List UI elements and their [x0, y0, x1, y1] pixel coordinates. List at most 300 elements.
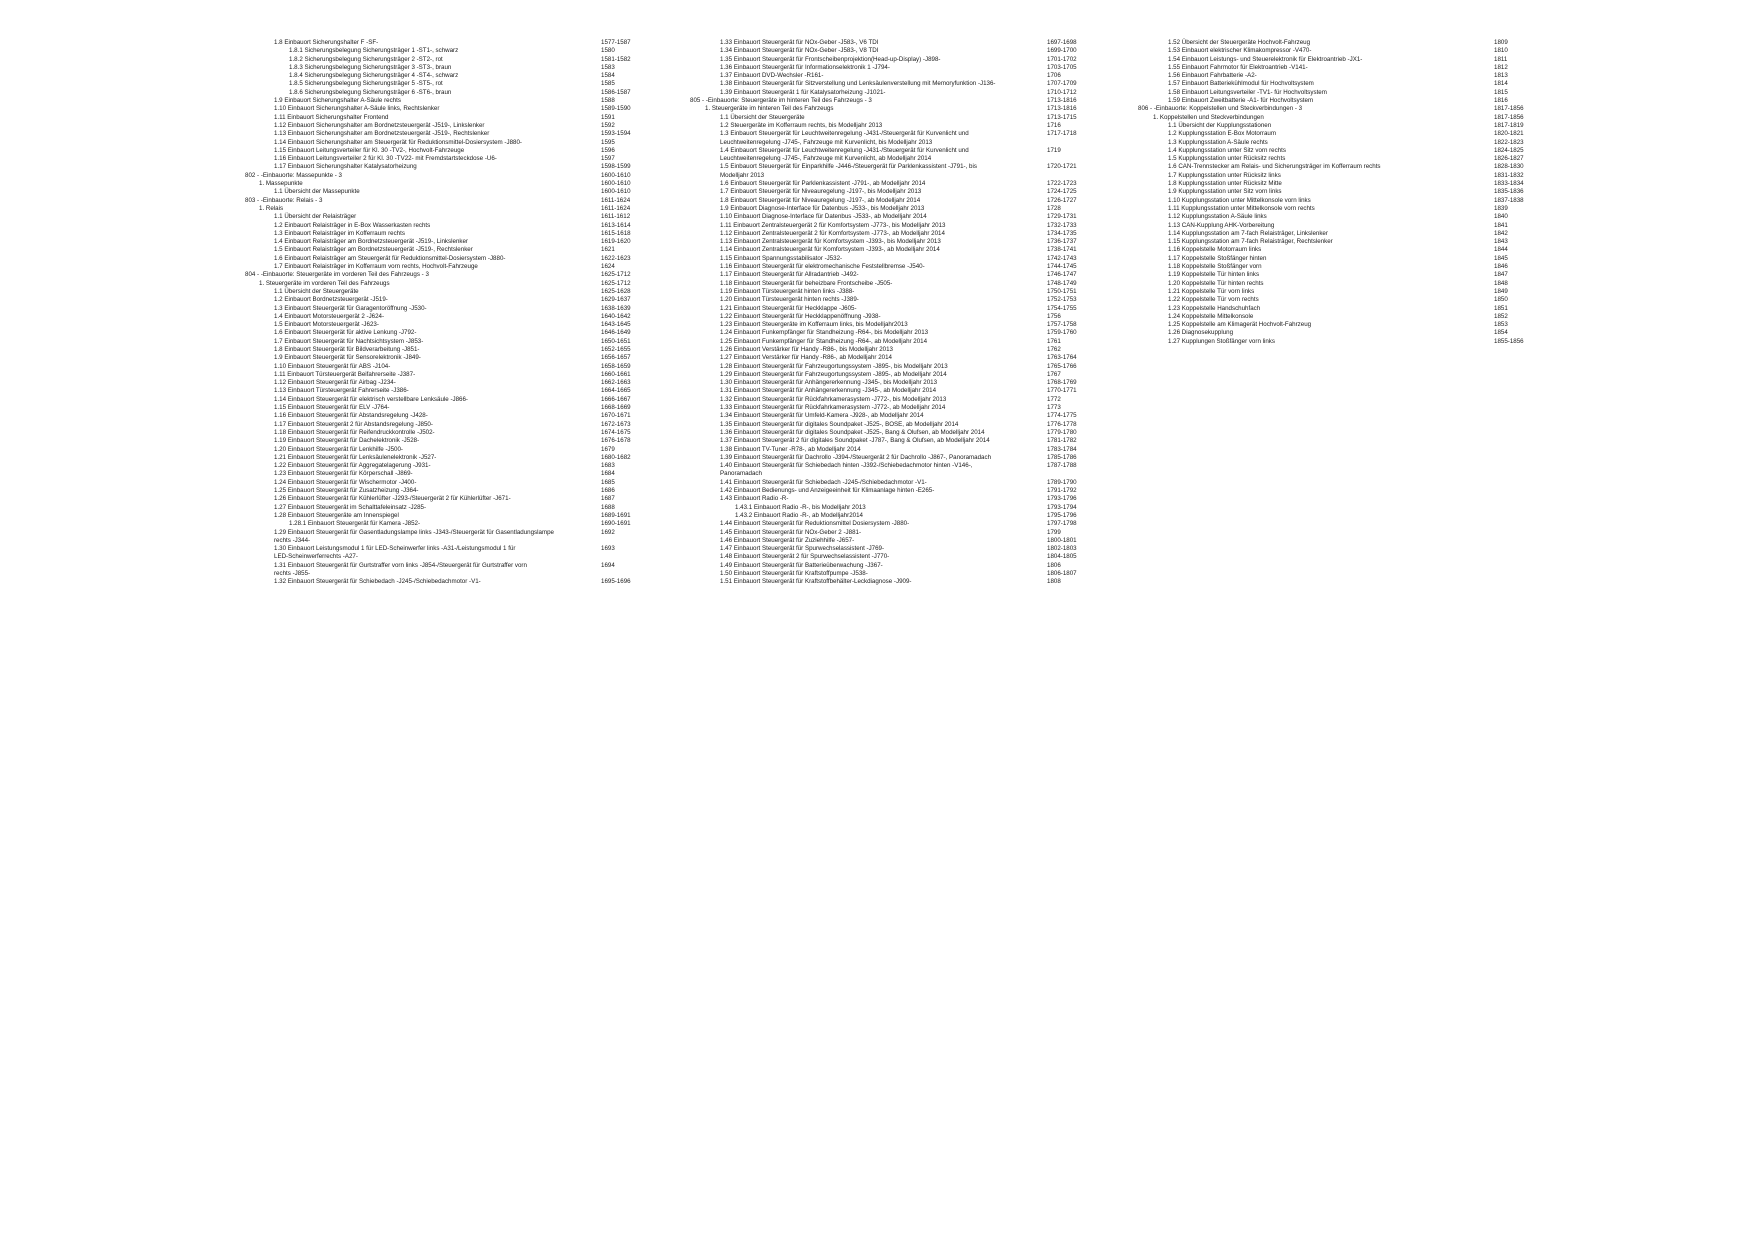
toc-entry-pages: 1842	[1494, 229, 1508, 237]
toc-entry-pages: 1817-1819	[1494, 121, 1524, 129]
toc-entry-title: 1.6 Einbauort Relaisträger am Steuergerät für Reduktionsmittel-Dosiersystem -J880-	[274, 254, 506, 262]
toc-entry-title: 1.39 Einbauort Steuergerät für Dachrollo -J394-/Steuergerät 2 für Dachrollo -J867-, Panoramadach	[720, 453, 992, 461]
toc-entry-title: 1.26 Einbauort Steuergerät für Kühlerlüfter -J293-/Steuergerät 2 für Kühlerlüfter -J671-	[274, 495, 511, 503]
toc-entry-title: 1.57 Einbauort Batteriekühlmodul für Hochvoltsystem	[1168, 80, 1314, 88]
toc-entry-title: 1.21 Koppelstelle Tür vorn links	[1168, 287, 1255, 295]
toc-entry-title: 803 - -Einbauorte: Relais - 3	[245, 196, 323, 204]
toc-entry-pages: 1692	[601, 528, 615, 536]
toc-entry-title: 1.16 Einbauort Steuergerät für Abstandsregelung -J428-	[274, 412, 428, 420]
toc-entry-title: 1.3 Einbauort Relaisträger im Kofferraum rechts	[274, 229, 405, 237]
toc-entry-pages: 1854	[1494, 329, 1508, 337]
toc-entry-title: 1.6 Einbauort Steuergerät für aktive Lenkung -J792-	[274, 329, 417, 337]
toc-entry-pages: 1652-1655	[601, 345, 631, 353]
toc-entry-pages: 1852	[1494, 312, 1508, 320]
toc-entry-pages: 1707-1709	[1047, 80, 1077, 88]
toc-entry-title: 1.34 Einbauort Steuergerät für NOx-Geber -J583-, V8 TDI	[720, 47, 879, 55]
toc-entry-pages: 1855-1856	[1494, 337, 1524, 345]
toc-entry-title: 1.23 Koppelstelle Handschuhfach	[1168, 304, 1261, 312]
toc-entry-title: 1.5 Einbauort Steuergerät für Einparkhilfe -J446-/Steuergerät für Parklenkassistent -J791-, bis	[720, 163, 977, 171]
toc-entry-title: Modelljahr 2013	[720, 171, 765, 179]
toc-entry-title: 1.8.1 Sicherungsbelegung Sicherungsträger 1 -ST1-, schwarz	[289, 47, 459, 55]
toc-entry-title: 1.13 Einbauort Sicherungshalter am Bordnetzsteuergerät -J519-, Rechtslenker	[274, 130, 490, 138]
toc-entry-pages: 1759-1760	[1047, 329, 1077, 337]
toc-entry-pages: 1584	[601, 72, 615, 80]
toc-entry-pages: 1816	[1494, 97, 1508, 105]
toc-entry-title: 1.1 Übersicht der Kupplungsstationen	[1168, 121, 1272, 129]
toc-entry-pages: 1589-1590	[601, 105, 631, 113]
toc-entry-pages: 1713-1816	[1047, 97, 1077, 105]
toc-entry-pages: 1820-1821	[1494, 130, 1524, 138]
toc-entry-title: 805 - -Einbauorte: Steuergeräte im hinteren Teil des Fahrzeugs - 3	[690, 97, 872, 105]
toc-entry-title: 1.15 Kupplungsstation am 7-fach Relaisträger, Rechtslenker	[1168, 238, 1333, 246]
toc-entry-title: 1.9 Einbauort Steuergerät für Sensorelektronik -J849-	[274, 354, 421, 362]
toc-entry-title: 1.8 Einbauort Steuergerät für Niveauregelung -J197-, ab Modelljahr 2014	[720, 196, 921, 204]
toc-entry-pages: 1812	[1494, 63, 1508, 71]
toc-entry-title: 1. Relais	[259, 204, 284, 212]
toc-entry-title: 1.26 Diagnosekupplung	[1168, 329, 1234, 337]
toc-entry-pages: 1785-1786	[1047, 453, 1077, 461]
toc-entry-pages: 1699-1700	[1047, 47, 1077, 55]
toc-entry-pages: 1670-1671	[601, 412, 631, 420]
toc-entry-pages: 1781-1782	[1047, 437, 1077, 445]
toc-entry-pages: 1600-1610	[601, 171, 631, 179]
toc-entry-title: 1.5 Kupplungsstation unter Rücksitz rechts	[1168, 155, 1286, 163]
toc-entry-title: 1.3 Einbauort Steuergerät für Leuchtweitenregelung -J431-/Steuergerät für Kurvenlicht und	[720, 130, 969, 138]
toc-entry-pages: 1595	[601, 138, 615, 146]
toc-entry-title: 1.42 Einbauort Bedienungs- und Anzeigeeinheit für Klimaanlage hinten -E265-	[720, 487, 935, 495]
toc-entry-pages: 1768-1769	[1047, 379, 1077, 387]
toc-entry-pages: 1840	[1494, 213, 1508, 221]
toc-entry-title: 1.8 Einbauort Sicherungshalter F -SF-	[274, 39, 379, 46]
toc-entry-title: 1.55 Einbauort Fahrmotor für Elektroantrieb -V141-	[1168, 63, 1308, 71]
toc-entry-title: 1.10 Einbauort Diagnose-Interface für Datenbus -J533-, ab Modelljahr 2014	[720, 213, 927, 221]
toc-entry-title: 1.12 Einbauort Zentralsteuergerät 2 für Komfortsystem -J773-, ab Modelljahr 2014	[720, 229, 945, 237]
toc-entry-title: 1.32 Einbauort Steuergerät für Rückfahrkamerasystem -J772-, bis Modelljahr 2013	[720, 395, 947, 403]
toc-entry-title: 1.35 Einbauort Steuergerät für Frontscheibenprojektion(Head-up-Display) -J898-	[720, 55, 941, 63]
toc-entry-pages: 1806-1807	[1047, 570, 1077, 577]
toc-entry-pages: 1802-1803	[1047, 545, 1077, 553]
toc-entry-pages: 1845	[1494, 254, 1508, 262]
toc-entry-pages: 1625-1628	[601, 287, 631, 295]
toc-entry-pages: 1839	[1494, 204, 1508, 212]
toc-entry-pages: 1689-1691	[601, 511, 631, 519]
toc-entry-pages: 1729-1731	[1047, 213, 1077, 221]
toc-entry-title: 1.5 Einbauort Relaisträger am Bordnetzsteuergerät -J519-, Rechtslenker	[274, 246, 473, 254]
toc-entry-title: 1.38 Einbauort TV-Tuner -R78-, ab Modelljahr 2014	[720, 445, 861, 453]
toc-entry-title: 1.39 Einbauort Steuergerät 1 für Katalysatorheizung -J1021-	[720, 88, 886, 96]
toc-entry-title: 1.2 Einbauort Bordnetzsteuergerät -J519-	[274, 296, 388, 304]
toc-entry-pages: 1683	[601, 462, 615, 470]
toc-entry-pages: 1629-1637	[601, 296, 631, 304]
toc-entry-pages: 1611-1612	[601, 213, 631, 221]
toc-entry-pages: 1710-1712	[1047, 88, 1077, 96]
toc-entry-pages: 1746-1747	[1047, 271, 1077, 279]
toc-entry-title: rechts -J855-	[274, 570, 311, 577]
toc-entry-pages: 1738-1741	[1047, 246, 1077, 254]
toc-entry-pages: 1791-1792	[1047, 487, 1077, 495]
toc-entry-title: 1.7 Einbauort Steuergerät für Nachtsichtsystem -J853-	[274, 337, 424, 345]
toc-entry-pages: 1716	[1047, 121, 1061, 129]
toc-entry-title: 1.47 Einbauort Steuergerät für Spurwechselassistent -J769-	[720, 545, 885, 553]
toc-entry-title: 806 - -Einbauorte: Koppelstellen und Steckverbindungen - 3	[1138, 105, 1303, 113]
toc-entry-title: 1.11 Einbauort Zentralsteuergerät 2 für Komfortsystem -J773-, bis Modelljahr 2013	[720, 221, 946, 229]
toc-entry-pages: 1797-1798	[1047, 520, 1077, 528]
toc-entry-pages: 1717-1718	[1047, 130, 1077, 138]
toc-entry-pages: 1624	[601, 263, 615, 271]
toc-entry-pages: 1808	[1047, 578, 1061, 586]
toc-entry-pages: 1732-1733	[1047, 221, 1077, 229]
toc-entry-title: 1.27 Einbauort Verstärker für Handy -R86-, ab Modelljahr 2014	[720, 354, 892, 362]
toc-entry-pages: 1806	[1047, 561, 1061, 569]
toc-entry-title: 1.35 Einbauort Steuergerät für digitales Soundpaket -J525-, BOSE, ab Modelljahr 2014	[720, 420, 959, 428]
toc-entry-title: 1.28 Einbauort Steuergeräte am Innenspiegel	[274, 511, 399, 519]
toc-entry-title: 1. Steuergeräte im vorderen Teil des Fahrzeugs	[259, 279, 390, 287]
toc-entry-pages: 1754-1755	[1047, 304, 1077, 312]
toc-entry-pages: 1713-1715	[1047, 113, 1077, 121]
toc-entry-title: 1.12 Einbauort Steuergerät für Airbag -J234-	[274, 379, 396, 387]
toc-entry-title: 1.28 Einbauort Steuergerät für Fahrzeugortungssystem -J895-, bis Modelljahr 2013	[720, 362, 948, 370]
toc-entry-title: 1.3 Einbauort Steuergerät für Garagentoröffnung -J530-	[274, 304, 427, 312]
toc-entry-pages: 1774-1775	[1047, 412, 1077, 420]
toc-entry-pages: 1848	[1494, 279, 1508, 287]
toc-entry-pages: 1853	[1494, 321, 1508, 329]
toc-entry-title: 1.27 Einbauort Steuergerät im Schalttafeleinsatz -J285-	[274, 503, 427, 511]
toc-entry-pages: 1776-1778	[1047, 420, 1077, 428]
toc-entry-title: 1.16 Einbauort Leitungsverteiler 2 für Kl. 30 -TV22- mit Fremdstartsteckdose -U6-	[274, 155, 497, 163]
toc-entry-title: 1.17 Einbauort Steuergerät 2 für Abstandsregelung -J850-	[274, 420, 433, 428]
toc-entry-title: 1.4 Kupplungsstation unter Sitz vorn rechts	[1168, 146, 1286, 154]
toc-entry-pages: 1680-1682	[601, 453, 631, 461]
toc-entry-title: 1.17 Koppelstelle Stoßfänger hinten	[1168, 254, 1267, 262]
toc-entry-title: 1.40 Einbauort Steuergerät für Schiebedach hinten -J392-/Schiebedachmotor hinten -V146-,	[720, 462, 973, 470]
toc-entry-pages: 1847	[1494, 271, 1508, 279]
toc-entry-title: 1.1 Übersicht der Relaisträger	[274, 213, 357, 221]
toc-entry-pages: 1581-1582	[601, 55, 631, 63]
toc-entry-title: 1.2 Kupplungsstation E-Box Motorraum	[1168, 130, 1276, 138]
toc-entry-title: 1.32 Einbauort Steuergerät für Schiebedach -J245-/Schiebedachmotor -V1-	[274, 578, 481, 586]
toc-entry-pages: 1592	[601, 121, 615, 129]
toc-entry-title: 1.22 Einbauort Steuergerät für Aggregatelagerung -J931-	[274, 462, 431, 470]
toc-entry-pages: 1757-1758	[1047, 321, 1077, 329]
toc-entry-pages: 1799	[1047, 528, 1061, 536]
toc-entry-pages: 1804-1805	[1047, 553, 1077, 561]
toc-entry-title: 1.51 Einbauort Steuergerät für Kraftstoffbehälter-Leckdiagnose -J909-	[720, 578, 912, 586]
toc-entry-title: 1.13 Einbauort Türsteuergerät Fahrerseite -J386-	[274, 387, 409, 395]
toc-entry-title: 1.24 Einbauort Steuergerät für Wischermotor -J400-	[274, 478, 417, 486]
toc-entry-title: 1.27 Kupplungen Stoßfänger vorn links	[1168, 337, 1275, 345]
toc-entry-pages: 1656-1657	[601, 354, 631, 362]
toc-entry-pages: 1828-1830	[1494, 163, 1524, 171]
toc-entry-title: 1.25 Einbauort Funkempfänger für Standheizung -R64-, ab Modelljahr 2014	[720, 337, 928, 345]
toc-entry-title: 1.10 Kupplungsstation unter Mittelkonsole vorn links	[1168, 196, 1311, 204]
toc-entry-pages: 1580	[601, 47, 615, 55]
toc-entry-title: 1.14 Einbauort Sicherungshalter am Steuergerät für Reduktionsmittel-Dosiersystem -J880-	[274, 138, 522, 146]
toc-entry-title: 1.43 Einbauort Radio -R-	[720, 495, 789, 503]
toc-entry-pages: 1824-1825	[1494, 146, 1524, 154]
toc-entry-title: 1.34 Einbauort Steuergerät für Umfeld-Kamera -J928-, ab Modelljahr 2014	[720, 412, 924, 420]
toc-entry-pages: 1787-1788	[1047, 462, 1077, 470]
toc-entry-title: 1.15 Einbauort Steuergerät für ELV -J764-	[274, 404, 390, 412]
toc-entry-pages: 1687	[601, 495, 615, 503]
toc-entry-title: LED-Scheinwerferrechts -A27-	[274, 553, 358, 561]
toc-entry-title: 1.1 Übersicht der Steuergeräte	[720, 113, 805, 121]
toc-entry-title: 1.4 Einbauort Relaisträger am Bordnetzsteuergerät -J519-, Linkslenker	[274, 238, 468, 246]
toc-entry-pages: 1720-1721	[1047, 163, 1077, 171]
toc-entry-pages: 1814	[1494, 80, 1508, 88]
toc-entry-pages: 1767	[1047, 370, 1061, 378]
toc-entry-pages: 1813	[1494, 72, 1508, 80]
toc-entry-pages: 1703-1705	[1047, 63, 1077, 71]
toc-entry-pages: 1658-1659	[601, 362, 631, 370]
toc-entry-title: 802 - -Einbauorte: Massepunkte - 3	[245, 171, 342, 179]
toc-entry-pages: 1835-1836	[1494, 188, 1524, 196]
toc-entry-pages: 1772	[1047, 395, 1061, 403]
toc-entry-pages: 1640-1642	[601, 312, 631, 320]
toc-entry-pages: 1646-1649	[601, 329, 631, 337]
toc-entry-title: 1.26 Einbauort Verstärker für Handy -R86-, bis Modelljahr 2013	[720, 345, 893, 353]
toc-entry-pages: 1833-1834	[1494, 180, 1524, 188]
toc-entry-title: 1.2 Einbauort Relaisträger in E-Box Wasserkasten rechts	[274, 221, 431, 229]
toc-entry-pages: 1734-1735	[1047, 229, 1077, 237]
toc-entry-title: Panoramadach	[720, 470, 762, 478]
toc-entry-title: 1.13 CAN-Kupplung AHK-Vorbereitung	[1168, 221, 1275, 229]
toc-entry-title: 1.48 Einbauort Steuergerät 2 für Spurwechselassistent -J770-	[720, 553, 890, 561]
toc-entry-pages: 1843	[1494, 238, 1508, 246]
toc-entry-pages: 1583	[601, 63, 615, 71]
toc-entry-pages: 1831-1832	[1494, 171, 1524, 179]
toc-entry-title: 1.54 Einbauort Leistungs- und Steuerelektronik für Elektroantrieb -JX1-	[1168, 55, 1363, 63]
toc-entry-pages: 1684	[601, 470, 615, 478]
toc-entry-title: 1.15 Einbauort Leitungsverteiler für Kl. 30 -TV2-, Hochvolt-Fahrzeuge	[274, 146, 465, 154]
toc-entry-title: 1.41 Einbauort Steuergerät für Schiebedach -J245-/Schiebedachmotor -V1-	[720, 478, 927, 486]
toc-entry-pages: 1685	[601, 478, 615, 486]
toc-entry-title: 1.33 Einbauort Steuergerät für Rückfahrkamerasystem -J772-, ab Modelljahr 2014	[720, 404, 946, 412]
toc-entry-title: 1.25 Koppelstelle am Klimagerät Hochvolt-Fahrzeug	[1168, 321, 1312, 329]
toc-entry-title: 1.17 Einbauort Steuergerät für Allradantrieb -J492-	[720, 271, 859, 279]
toc-entry-title: 1.4 Einbauort Motorsteuergerät 2 -J624-	[274, 312, 385, 320]
toc-entry-title: 1.7 Einbauort Steuergerät für Niveauregelung -J197-, bis Modelljahr 2013	[720, 188, 922, 196]
toc-entry-pages: 1837-1838	[1494, 196, 1524, 204]
toc-entry-pages: 1849	[1494, 287, 1508, 295]
toc-entry-title: 1.14 Einbauort Zentralsteuergerät für Komfortsystem -J393-, ab Modelljahr 2014	[720, 246, 940, 254]
toc-entry-title: 1.9 Einbauort Sicherungshalter A-Säule rechts	[274, 97, 401, 105]
toc-entry-pages: 1817-1856	[1494, 105, 1524, 113]
toc-entry-pages: 1800-1801	[1047, 536, 1077, 544]
toc-entry-pages: 1588	[601, 97, 615, 105]
toc-entry-title: 1.8.4 Sicherungsbelegung Sicherungsträger 4 -ST4-, schwarz	[289, 72, 459, 80]
toc-entry-pages: 1744-1745	[1047, 263, 1077, 271]
toc-entry-title: 1.21 Einbauort Steuergerät für Heckklappe -J605-	[720, 304, 857, 312]
toc-entry-pages: 1736-1737	[1047, 238, 1077, 246]
toc-entry-pages: 1660-1661	[601, 370, 631, 378]
toc-entry-pages: 1668-1669	[601, 404, 631, 412]
toc-entry-title: 1.16 Einbauort Steuergerät für elektromechanische Feststellbremse -J540-	[720, 263, 925, 271]
toc-entry-pages: 1779-1780	[1047, 428, 1077, 436]
toc-entry-pages: 1694	[601, 561, 615, 569]
toc-entry-title: 1.19 Einbauort Steuergerät für Dachelektronik -J528-	[274, 437, 420, 445]
toc-entry-pages: 1761	[1047, 337, 1061, 345]
toc-entry-title: 1.1 Übersicht der Massepunkte	[274, 188, 360, 196]
toc-entry-title: 1.17 Einbauort Sicherungshalter Katalysatorheizung	[274, 163, 417, 171]
toc-entry-pages: 1662-1663	[601, 379, 631, 387]
toc-entry-pages: 1748-1749	[1047, 279, 1077, 287]
toc-entry-pages: 1841	[1494, 221, 1508, 229]
toc-entry-title: 1. Steuergeräte im hinteren Teil des Fahrzeugs	[705, 105, 834, 113]
toc-entry-title: 1.2 Steuergeräte im Kofferraum rechts, bis Modelljahr 2013	[720, 121, 883, 129]
toc-entry-title: 1.11 Kupplungsstation unter Mittelkonsole vorn rechts	[1168, 204, 1315, 212]
toc-entry-title: 1.7 Kupplungsstation unter Rücksitz links	[1168, 171, 1281, 179]
toc-entry-pages: 1611-1624	[601, 204, 631, 212]
toc-entry-pages: 1844	[1494, 246, 1508, 254]
toc-entry-title: 1.49 Einbauort Steuergerät für Batterieüberwachung -J367-	[720, 561, 883, 569]
toc-entry-title: 1.8 Einbauort Steuergerät für Bildverarbeitung -J851-	[274, 345, 420, 353]
toc-entry-title: 1.23 Einbauort Steuergeräte im Kofferraum links, bis Modelljahr2013	[720, 321, 908, 329]
toc-entry-title: 1.56 Einbauort Fahrbatterie -A2-	[1168, 72, 1257, 80]
toc-entry-title: 1.25 Einbauort Steuergerät für Zusatzheizung -J364-	[274, 487, 419, 495]
toc-entry-pages: 1650-1651	[601, 337, 631, 345]
toc-entry-title: 1.16 Koppelstelle Motorraum links	[1168, 246, 1262, 254]
toc-entry-title: 1.14 Kupplungsstation am 7-fach Relaisträger, Linkslenker	[1168, 229, 1328, 237]
toc-entry-pages: 1811	[1494, 55, 1508, 63]
toc-entry-title: 1.9 Einbauort Diagnose-Interface für Datenbus -J533-, bis Modelljahr 2013	[720, 204, 925, 212]
toc-entry-title: 1.50 Einbauort Steuergerät für Kraftstoffpumpe -J538-	[720, 570, 868, 577]
toc-entry-title: 1.30 Einbauort Leistungsmodul 1 für LED-Scheinwerfer links -A31-/Leistungsmodul 1 für	[274, 545, 516, 553]
toc-entry-title: 1.1 Übersicht der Steuergeräte	[274, 287, 359, 295]
toc-entry-title: 1.58 Einbauort Leitungsverteiler -TV1- für Hochvoltsystem	[1168, 88, 1327, 96]
toc-entry-title: 1.8.6 Sicherungsbelegung Sicherungsträger 6 -ST6-, braun	[289, 88, 452, 96]
toc-entry-title: 1.21 Einbauort Steuergerät für Lenksäulenelektronik -J527-	[274, 453, 437, 461]
toc-entry-pages: 1719	[1047, 146, 1061, 154]
toc-entry-title: 1.18 Einbauort Steuergerät für Reifendruckkontrolle -J502-	[274, 428, 435, 436]
toc-entry-title: 1.14 Einbauort Steuergerät für elektrisch verstellbare Lenksäule -J866-	[274, 395, 468, 403]
toc-entry-pages: 1793-1796	[1047, 495, 1077, 503]
toc-entry-title: 1.30 Einbauort Steuergerät für Anhängererkennung -J345-, bis Modelljahr 2013	[720, 379, 938, 387]
toc-entry-pages: 1770-1771	[1047, 387, 1077, 395]
toc-entry-pages: 1693	[601, 545, 615, 553]
toc-entry-pages: 1619-1620	[601, 238, 631, 246]
toc-entry-pages: 1762	[1047, 345, 1061, 353]
toc-entry-pages: 1722-1723	[1047, 180, 1077, 188]
toc-entry-pages: 1697-1698	[1047, 39, 1077, 46]
toc-entry-title: 1.6 Einbauort Steuergerät für Parklenkassistent -J791-, ab Modelljahr 2014	[720, 180, 926, 188]
toc-entry-pages: 1793-1794	[1047, 503, 1077, 511]
toc-entry-pages: 1810	[1494, 47, 1508, 55]
toc-entry-pages: 1638-1639	[601, 304, 631, 312]
toc-entry-title: 1.43.2 Einbauort Radio -R-, ab Modelljahr2014	[735, 511, 863, 519]
toc-entry-title: 1.43.1 Einbauort Radio -R-, bis Modelljahr 2013	[735, 503, 866, 511]
toc-entry-pages: 1750-1751	[1047, 287, 1077, 295]
toc-entry-title: Leuchtweitenregelung -J745-, Fahrzeuge mit Kurvenlicht, ab Modelljahr 2014	[720, 155, 932, 163]
toc-entry-pages: 1597	[601, 155, 615, 163]
toc-entry-title: rechts -J344-	[274, 536, 311, 544]
toc-entry-title: 1.23 Einbauort Steuergerät für Körperschall -J869-	[274, 470, 413, 478]
toc-entry-pages: 1600-1610	[601, 180, 631, 188]
toc-entry-pages: 1598-1599	[601, 163, 631, 171]
toc-entry-pages: 1765-1766	[1047, 362, 1077, 370]
toc-entry-title: 1.18 Einbauort Steuergerät für beheizbare Frontscheibe -J505-	[720, 279, 893, 287]
toc-entry-title: 1.20 Einbauort Türsteuergerät hinten rechts -J389-	[720, 296, 859, 304]
toc-entry-pages: 1621	[601, 246, 615, 254]
toc-entry-title: 1.20 Einbauort Steuergerät für Lenkhilfe -J500-	[274, 445, 403, 453]
toc-entry-pages: 1789-1790	[1047, 478, 1077, 486]
toc-entry-title: 1.19 Einbauort Türsteuergerät hinten links -J388-	[720, 287, 855, 295]
toc-entry-title: 1.6 CAN-Trennstecker am Relais- und Sicherungsträger im Kofferraum rechts	[1168, 163, 1381, 171]
toc-entry-title: 1.13 Einbauort Zentralsteuergerät für Komfortsystem -J393-, bis Modelljahr 2013	[720, 238, 941, 246]
toc-entry-title: 1.10 Einbauort Steuergerät für ABS -J104-	[274, 362, 391, 370]
toc-entry-title: 1.37 Einbauort DVD-Wechsler -R161-	[720, 72, 824, 80]
toc-entry-title: 1.24 Koppelstelle Mittelkonsole	[1168, 312, 1254, 320]
toc-entry-title: 1.24 Einbauort Funkempfänger für Standheizung -R64-, bis Modelljahr 2013	[720, 329, 929, 337]
toc-entry-pages: 1726-1727	[1047, 196, 1077, 204]
toc-entry-pages: 1586-1587	[601, 88, 631, 96]
toc-entry-pages: 1577-1587	[601, 39, 631, 46]
toc-entry-title: 1.31 Einbauort Steuergerät für Gurtstraffer vorn links -J854-/Steuergerät für Gurtstraffer vorn	[274, 561, 527, 569]
toc-entry-title: 1.5 Einbauort Motorsteuergerät -J623-	[274, 321, 379, 329]
toc-entry-title: 1.29 Einbauort Steuergerät für Gasentladungslampe links -J343-/Steuergerät für Gasentladungslampe	[274, 528, 554, 536]
toc-entry-pages: 1706	[1047, 72, 1061, 80]
toc-entry-pages: 1676-1678	[601, 437, 631, 445]
toc-entry-pages: 1622-1623	[601, 254, 631, 262]
toc-entry-title: 1.8.5 Sicherungsbelegung Sicherungsträger 5 -ST5-, rot	[289, 80, 443, 88]
toc-entry-pages: 1817-1856	[1494, 113, 1524, 121]
toc-entry-pages: 1674-1675	[601, 428, 631, 436]
toc-entry-pages: 1591	[601, 113, 615, 121]
toc-entry-title: 1.10 Einbauort Sicherungshalter A-Säule links, Rechtslenker	[274, 105, 440, 113]
toc-entry-pages: 1615-1618	[601, 229, 631, 237]
toc-entry-title: 1.36 Einbauort Steuergerät für Informationselektronik 1 -J794-	[720, 63, 890, 71]
toc-entry-title: 1.29 Einbauort Steuergerät für Fahrzeugortungssystem -J895-, ab Modelljahr 2014	[720, 370, 947, 378]
toc-entry-pages: 1728	[1047, 204, 1061, 212]
toc-entry-pages: 1752-1753	[1047, 296, 1077, 304]
toc-entry-pages: 1756	[1047, 312, 1061, 320]
toc-entry-title: 1.4 Einbauort Steuergerät für Leuchtweitenregelung -J431-/Steuergerät für Kurvenlicht und	[720, 146, 969, 154]
toc-entry-pages: 1763-1764	[1047, 354, 1077, 362]
toc-entry-pages: 1826-1827	[1494, 155, 1524, 163]
toc-entry-pages: 1822-1823	[1494, 138, 1524, 146]
toc-entry-title: 1.36 Einbauort Steuergerät für digitales Soundpaket -J525-, Bang & Olufsen, ab Modelljahr 2014	[720, 428, 985, 436]
toc-entry-pages: 1672-1673	[601, 420, 631, 428]
toc-entry-pages: 1815	[1494, 88, 1508, 96]
toc-entry-pages: 1596	[601, 146, 615, 154]
toc-entry-pages: 1686	[601, 487, 615, 495]
toc-entry-title: 1.45 Einbauort Steuergerät für NOx-Geber 2 -J881-	[720, 528, 862, 536]
toc-entry-pages: 1773	[1047, 404, 1061, 412]
toc-entry-pages: 1625-1712	[601, 279, 631, 287]
toc-entry-pages: 1713-1816	[1047, 105, 1077, 113]
toc-entry-title: 1.37 Einbauort Steuergerät 2 für digitales Soundpaket -J787-, Bang & Olufsen, ab Modelljahr 2014	[720, 437, 990, 445]
toc-entry-title: 1.33 Einbauort Steuergerät für NOx-Geber -J583-, V6 TDI	[720, 39, 879, 46]
toc-entry-title: 1.7 Einbauort Relaisträger im Kofferraum vorn rechts, Hochvolt-Fahrzeuge	[274, 263, 478, 271]
toc-entry-pages: 1666-1667	[601, 395, 631, 403]
toc-entry-pages: 1613-1614	[601, 221, 631, 229]
toc-entry-title: 1.12 Einbauort Sicherungshalter am Bordnetzsteuergerät -J519-, Linkslenker	[274, 121, 485, 129]
toc-entry-pages: 1690-1691	[601, 520, 631, 528]
toc-entry-pages: 1850	[1494, 296, 1508, 304]
toc-entry-title: 1.46 Einbauort Steuergerät für Zuziehhilfe -J657-	[720, 536, 855, 544]
toc-entry-title: 1.19 Koppelstelle Tür hinten links	[1168, 271, 1260, 279]
toc-entry-pages: 1625-1712	[601, 271, 631, 279]
toc-entry-pages: 1593-1594	[601, 130, 631, 138]
toc-entry-title: 1.11 Einbauort Türsteuergerät Beifahrerseite -J387-	[274, 370, 416, 378]
toc-entry-title: 1.22 Einbauort Steuergerät für Heckklappenöffnung -J938-	[720, 312, 881, 320]
toc-entry-pages: 1585	[601, 80, 615, 88]
toc-entry-title: 1. Koppelstellen und Steckverbindungen	[1153, 113, 1264, 121]
toc-entry-title: 1.44 Einbauort Steuergerät für Reduktionsmittel Dosiersystem -J880-	[720, 520, 910, 528]
toc-entry-pages: 1783-1784	[1047, 445, 1077, 453]
toc-entry-title: 804 - -Einbauorte: Steuergeräte im vorderen Teil des Fahrzeugs - 3	[245, 271, 429, 279]
toc-entry-title: 1.20 Koppelstelle Tür hinten rechts	[1168, 279, 1264, 287]
toc-entry-pages: 1611-1624	[601, 196, 631, 204]
